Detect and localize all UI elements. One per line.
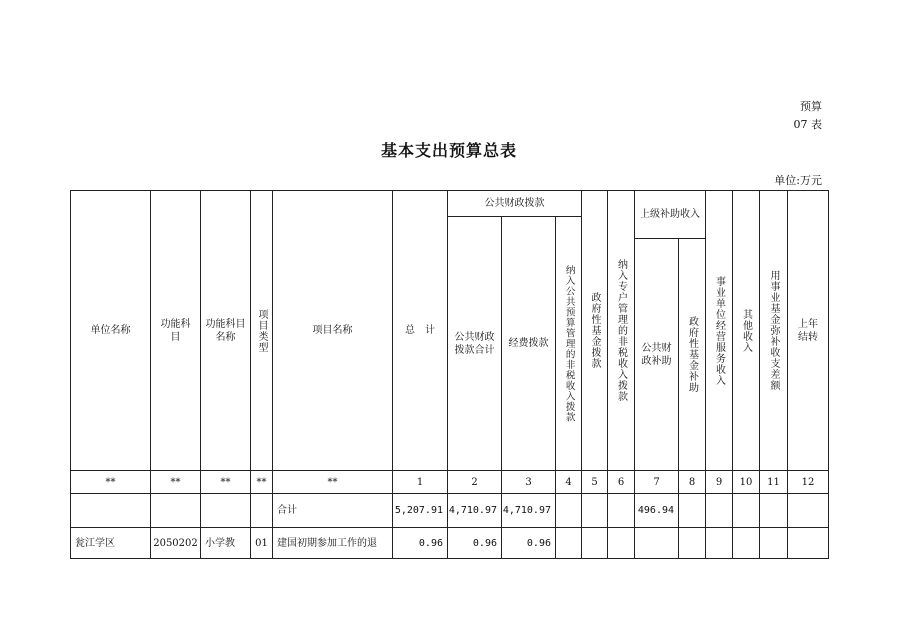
row-func-subject-name: 小学教 <box>201 528 251 559</box>
col-business-income: 事业单位经营服务收入 <box>706 191 733 471</box>
index-cell: 12 <box>788 471 829 494</box>
unit-label: 单位:万元 <box>774 174 822 187</box>
row-total: 0.96 <box>393 528 448 559</box>
col-fund-allocation: 经费拨款 <box>502 217 556 471</box>
index-cell: 6 <box>608 471 635 494</box>
index-cell: ** <box>71 471 151 494</box>
row-func-subject: 2050202 <box>151 528 201 559</box>
col-public-subsidy: 公共财政补助 <box>635 239 679 471</box>
index-cell: ** <box>151 471 201 494</box>
col-total: 总 计 <box>393 191 448 471</box>
col-project-type: 项目类型 <box>251 191 273 471</box>
index-cell: 11 <box>760 471 788 494</box>
form-code-line2: 07 表 <box>793 118 822 131</box>
index-cell: ** <box>201 471 251 494</box>
col-gov-fund: 政府性基金拨款 <box>582 191 608 471</box>
col-other-income: 其他收入 <box>733 191 760 471</box>
index-cell: 5 <box>582 471 608 494</box>
budget-table <box>70 190 829 559</box>
col-group-upper-subsidy: 上级补助收入 <box>635 191 706 239</box>
index-cell: 10 <box>733 471 760 494</box>
index-cell: ** <box>273 471 393 494</box>
total-row-public-total: 4,710.97 <box>448 494 502 528</box>
index-cell: ** <box>251 471 273 494</box>
index-row <box>71 471 829 494</box>
col-gov-fund-subsidy: 政府性基金补助 <box>679 239 706 471</box>
form-code-line1: 预算 <box>800 100 822 113</box>
col-project-name: 项目名称 <box>273 191 393 471</box>
col-func-subject-name: 功能科目名称 <box>201 191 251 471</box>
index-cell: 3 <box>502 471 556 494</box>
row-public-total: 0.96 <box>448 528 502 559</box>
index-cell: 8 <box>679 471 706 494</box>
total-row-public-subsidy: 496.94 <box>635 494 679 528</box>
table-row <box>71 528 829 559</box>
col-nontax-special: 纳入专户管理的非税收入拨款 <box>608 191 635 471</box>
total-row-fund-allocation: 4,710.97 <box>502 494 556 528</box>
index-cell: 7 <box>635 471 679 494</box>
col-nontax-in-budget: 纳入公共预算管理的非税收入拨款 <box>556 217 582 471</box>
row-project-name: 建国初期参加工作的退 <box>273 528 393 559</box>
row-fund-allocation: 0.96 <box>502 528 556 559</box>
col-unit-name: 单位名称 <box>71 191 151 471</box>
total-row-label: 合计 <box>273 494 393 528</box>
page-title: 基本支出预算总表 <box>380 141 517 160</box>
index-cell: 4 <box>556 471 582 494</box>
total-row <box>71 494 829 528</box>
index-cell: 9 <box>706 471 733 494</box>
row-project-type: 01 <box>251 528 273 559</box>
index-cell: 1 <box>393 471 448 494</box>
col-group-public-finance: 公共财政拨款 <box>448 191 582 217</box>
index-cell: 2 <box>448 471 502 494</box>
row-unit-name: 瓮江学区 <box>71 528 151 559</box>
header-row-1 <box>71 191 829 217</box>
col-public-finance-total: 公共财政拨款合计 <box>448 217 502 471</box>
col-fund-balance: 用事业基金弥补收支差额 <box>760 191 788 471</box>
total-row-total: 5,207.91 <box>393 494 448 528</box>
col-func-subject: 功能科目 <box>151 191 201 471</box>
col-carryover: 上年结转 <box>788 191 829 471</box>
